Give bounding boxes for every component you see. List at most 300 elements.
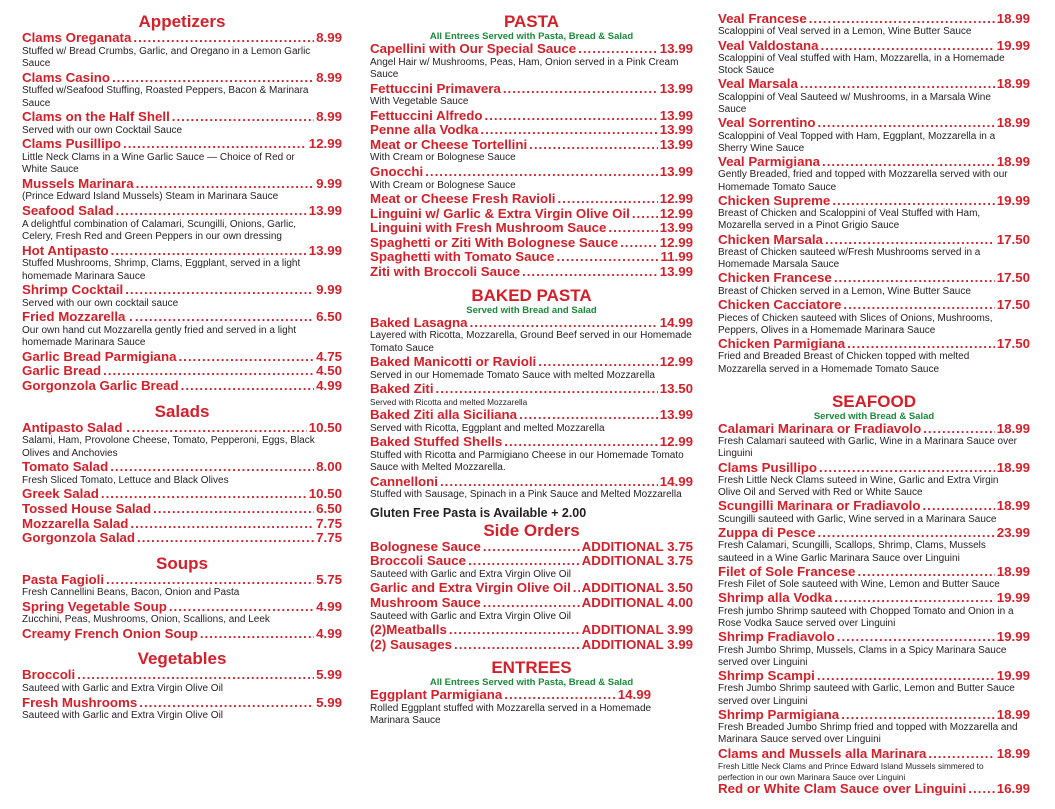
menu-item-name: Clams on the Half Shell (22, 109, 170, 125)
menu-item-price: ADDITIONAL 3.75 (581, 538, 693, 554)
menu-item-name: Spaghetti or Ziti With Bolognese Sauce (370, 234, 619, 250)
menu-item (22, 71, 342, 111)
menu-item (22, 310, 342, 350)
menu-item-header (370, 265, 693, 280)
dot-leader (819, 461, 995, 475)
dot-leader (480, 123, 657, 138)
menu-item-header (22, 350, 342, 365)
dot-leader (137, 531, 314, 546)
menu-item-price: 6.50 (316, 500, 342, 516)
menu-item-header (718, 526, 1030, 540)
menu-item-price: 14.99 (617, 687, 651, 703)
menu-column-middle (370, 12, 693, 728)
menu-item-price: 13.99 (659, 41, 693, 56)
menu-item-header (370, 109, 693, 124)
menu-item-description: Stuffed with Sausage, Spinach in a Pink Sauce and Melted Mozzarella (370, 489, 682, 501)
dot-leader (172, 110, 314, 125)
menu-item (718, 669, 1030, 708)
menu-item (370, 355, 693, 382)
menu-item-description: Rolled Eggplant stuffed with Mozzarella served in a Homemade Marinara Sauce (370, 702, 652, 727)
menu-item-name: Baked Ziti alla Siciliana (370, 406, 518, 422)
menu-item-description: Fresh Little Neck Clams suteed in Wine, Garlic and Extra Virgin Olive Oil and Served with Red or White Sauce (718, 474, 999, 499)
menu-item-name: Greek Salad (22, 486, 99, 502)
menu-item (22, 350, 342, 365)
dot-leader (821, 39, 995, 53)
menu-item-header (22, 137, 342, 152)
dot-leader (843, 298, 994, 312)
menu-item-price: 9.99 (316, 175, 342, 191)
menu-item-header (370, 42, 693, 57)
section-note: Served with Bread and Salad (466, 304, 597, 316)
menu-item-header (22, 502, 342, 517)
menu-item-price: 19.99 (996, 668, 1030, 683)
menu-item (718, 630, 1030, 669)
menu-item (718, 77, 1030, 116)
menu-item-header (718, 337, 1030, 351)
section-title: Appetizers (138, 12, 226, 31)
menu-item-name: Gorgonzola Salad (22, 530, 136, 546)
menu-item-header (718, 499, 1030, 513)
menu-item-name: Veal Marsala (718, 76, 798, 92)
section-side-orders (370, 521, 693, 653)
menu-item (718, 116, 1030, 155)
menu-item-header (718, 271, 1030, 285)
menu-item-price: 12.99 (659, 434, 693, 449)
menu-item (22, 379, 342, 394)
menu-item-description: Scaloppini of Veal Sauteed w/ Mushrooms, in a Marsala Wine Sauce (718, 91, 991, 116)
menu-item-price: 18.99 (996, 76, 1030, 92)
dot-leader (169, 600, 314, 615)
menu-item-description: A delightful combination of Calamari, Scungilli, Onions, Garlic, Celery, Fresh Red and Green Peppers in our own dressing (22, 218, 297, 243)
menu-item (370, 638, 693, 653)
menu-item-price: 4.99 (316, 598, 342, 614)
menu-item-name: Zuppa di Pesce (718, 524, 816, 540)
menu-item-header (718, 782, 1030, 796)
gluten-free-note: Gluten Free Pasta is Available + 2.00 (370, 505, 587, 520)
menu-item-name: Broccoli Sauce (370, 553, 467, 569)
menu-item-name: Clams Pusillipo (22, 136, 122, 152)
menu-item-name: Scungilli Marinara or Fradiavolo (718, 498, 921, 514)
menu-item (370, 554, 693, 581)
menu-item (370, 581, 693, 596)
menu-item-price: 18.99 (996, 11, 1030, 26)
section-baked-pasta (370, 286, 693, 502)
menu-item-header (718, 461, 1030, 475)
menu-item-name: Clams and Mussels alla Marinara (718, 745, 927, 761)
dot-leader (485, 109, 658, 124)
menu-item-description: Pieces of Chicken sauteed with Slices of Onions, Mushrooms, Peppers, Olives in a Homemade Marinara Sauce (718, 312, 993, 336)
menu-column-right (718, 12, 1030, 797)
dot-leader (556, 250, 658, 265)
menu-item-description: (Prince Edward Island Mussels) Steam in Marinara Sauce (22, 191, 279, 203)
menu-item-header (22, 177, 342, 192)
menu-item-header (718, 591, 1030, 605)
menu-item-price: 17.50 (996, 231, 1030, 247)
dot-leader (573, 581, 580, 596)
menu-item-name: Garlic Bread Parmigiana (22, 348, 177, 364)
menu-item-header (718, 298, 1030, 312)
section-note: Served with Bread & Salad (813, 410, 935, 422)
dot-leader (200, 627, 314, 642)
section-seafood (718, 392, 1030, 797)
dot-leader (103, 364, 314, 379)
menu-item-price: 9.99 (316, 282, 342, 298)
menu-item-name: Linguini with Fresh Mushroom Sauce (370, 220, 607, 236)
dot-leader (818, 116, 995, 130)
menu-item-price: 7.75 (316, 530, 342, 546)
dot-leader (800, 77, 995, 91)
menu-item-header (718, 708, 1030, 722)
menu-item-name: Fettuccini Alfredo (370, 107, 483, 123)
menu-item-description: With Vegetable Sauce (370, 96, 469, 108)
menu-item-description: Gently Breaded, fried and topped with Mozzarella served with our Homemade Tomato Sauce (718, 169, 1008, 193)
menu-item-header (370, 596, 693, 611)
menu-item-header (22, 517, 342, 532)
menu-item (718, 337, 1030, 376)
menu-item-name: Red or White Clam Sauce over Linguini (718, 781, 967, 797)
menu-item (22, 460, 342, 487)
menu-item (22, 364, 342, 379)
section-vegetables (22, 649, 342, 722)
menu-item-name: Baked Ziti (370, 381, 434, 397)
dot-leader (130, 517, 314, 532)
menu-item-header (22, 379, 342, 394)
section-continued (718, 12, 1030, 376)
menu-item-header (370, 382, 693, 397)
menu-item-price: ADDITIONAL 3.50 (581, 580, 693, 596)
section-title: Side Orders (483, 520, 580, 540)
dot-leader (483, 540, 580, 555)
menu-item (22, 531, 342, 546)
section-title: Soups (156, 553, 208, 573)
menu-item-price: 18.99 (996, 459, 1030, 475)
section-title: Vegetables (137, 649, 227, 669)
menu-item (22, 137, 342, 177)
menu-item (22, 244, 342, 284)
menu-item-price: 13.99 (659, 136, 693, 152)
dot-leader (504, 688, 615, 703)
dot-leader (922, 499, 994, 513)
menu-item (718, 591, 1030, 630)
dot-leader (968, 782, 994, 796)
menu-item-price: 12.99 (659, 205, 693, 221)
menu-item-price: 11.99 (660, 249, 693, 265)
menu-item (370, 192, 693, 207)
menu-item-price: 13.99 (659, 163, 693, 179)
menu-item-name: Chicken Francese (718, 270, 832, 286)
menu-item-description: Stuffed with Ricotta and Parmigiano Cheese in our Homemade Tomato Sauce with Melted Mozzarella. (370, 449, 684, 474)
menu-item (718, 12, 1030, 39)
menu-item-name: Shrimp Parmigiana (718, 706, 840, 722)
menu-item-name: Shrimp Fradiavolo (718, 629, 835, 645)
menu-item-price: 12.99 (659, 234, 693, 250)
menu-item-name: Gorgonzola Garlic Bread (22, 378, 179, 394)
dot-leader (112, 71, 314, 86)
menu-item-name: Creamy French Onion Soup (22, 625, 198, 641)
menu-item-price: 4.75 (316, 348, 342, 364)
dot-leader (483, 596, 580, 611)
menu-item-name: Tomato Salad (22, 459, 109, 475)
menu-item-price: ADDITIONAL 3.75 (581, 553, 693, 569)
menu-item-header (718, 194, 1030, 208)
menu-item (370, 109, 693, 124)
menu-item-name: Veal Sorrentino (718, 115, 816, 131)
menu-item-description: Stuffed w/ Bread Crumbs, Garlic, and Oregano in a Lemon Garlic Sauce (22, 45, 311, 70)
menu-item-description: Breast of Chicken served in a Lemon, Wine Butter Sauce (718, 285, 971, 297)
menu-item-name: Filet of Sole Francese (718, 563, 856, 579)
menu-item-name: Meat or Cheese Fresh Ravioli (370, 191, 556, 207)
menu-item-header (22, 696, 342, 711)
dot-leader (77, 668, 314, 683)
section-title: ENTREES (491, 658, 572, 678)
menu-item-name: Clams Oreganata (22, 30, 132, 45)
section-appetizers (22, 12, 342, 394)
menu-item-name: Shrimp alla Vodka (718, 590, 833, 606)
menu-item-header (370, 475, 693, 490)
menu-item (718, 39, 1030, 78)
menu-item-price: 10.50 (308, 486, 342, 502)
menu-item-header (370, 82, 693, 97)
menu-item-header (718, 669, 1030, 683)
menu-item-price: 13.99 (659, 264, 693, 280)
menu-item-name: Veal Francese (718, 11, 807, 26)
menu-item-description: Scaloppini of Veal stuffed with Ham, Mozzarella, in a Homemade Stock Sauce (718, 53, 1005, 77)
menu-item-price: 18.99 (996, 745, 1030, 761)
menu-item-name: Capellini with Our Special Sauce (370, 41, 577, 56)
menu-item-price: 17.50 (996, 297, 1030, 313)
menu-item-name: Linguini w/ Garlic & Extra Virgin Olive Oil (370, 205, 630, 221)
menu-item-header (22, 487, 342, 502)
menu-item-name: Broccoli (22, 667, 76, 683)
menu-item-price: 4.50 (316, 363, 342, 379)
menu-item (370, 688, 693, 728)
menu-item (22, 600, 342, 627)
menu-item-header (718, 155, 1030, 169)
menu-item-header (22, 600, 342, 615)
dot-leader (470, 316, 658, 331)
menu-item-description: Breast of Chicken and Scaloppini of Veal Stuffed with Ham, Mozarella served in a Pinot Grigio Sauce (718, 208, 981, 232)
menu-item-header (370, 688, 651, 703)
dot-leader (425, 165, 658, 180)
dot-leader (832, 194, 994, 208)
menu-item-description: Stuffed Mushrooms, Shrimp, Clams, Eggplant, served in a light homemade Marinara Sauce (22, 258, 301, 282)
dot-leader (928, 747, 994, 761)
menu-item-price: 13.50 (659, 381, 693, 397)
dot-leader (834, 271, 995, 285)
menu-item-price: 6.50 (316, 309, 342, 325)
menu-item (370, 435, 693, 475)
menu-item-name: (2)Meatballs (370, 622, 447, 638)
menu-item-price: 18.99 (996, 115, 1030, 131)
menu-item-name: Mozzarella Salad (22, 515, 129, 531)
section-note: All Entrees Served with Pasta, Bread & Salad (429, 677, 634, 689)
menu-item-price: 13.99 (659, 107, 693, 123)
menu-item-price: 17.50 (996, 335, 1030, 351)
menu-item-header (370, 554, 693, 569)
dot-leader (841, 708, 995, 722)
section-soups (22, 554, 342, 642)
menu-item (22, 204, 342, 244)
dot-leader (620, 236, 658, 251)
menu-item (22, 517, 342, 532)
menu-item-header (22, 460, 342, 475)
dot-leader (825, 233, 995, 247)
menu-item-price: 13.99 (659, 122, 693, 138)
menu-item-header (718, 747, 1030, 761)
dot-leader (857, 565, 994, 579)
menu-item-header (718, 39, 1030, 53)
menu-item-description: Fresh Filet of Sole sauteed with Wine, Lemon and Butter Sauce (718, 579, 1000, 591)
menu-item-description: Little Neck Clams in a Wine Garlic Sauce — Choice of Red or White Sauce (22, 151, 295, 176)
section-entrees (370, 658, 693, 728)
dot-leader (632, 207, 658, 222)
menu-item-price: 19.99 (996, 629, 1030, 645)
menu-item-description: Fried and Breaded Breast of Chicken topped with melted Mozzarella served in a Homemade Tomato Sauce (718, 351, 970, 375)
menu-item-header (718, 422, 1030, 436)
dot-leader (468, 554, 580, 569)
menu-item-price: 13.99 (308, 202, 342, 218)
dot-leader (125, 283, 314, 298)
menu-item (22, 668, 342, 695)
menu-item-description: Fresh Jumbo Shrimp, Mussels, Clams in a Spicy Marinara Sauce served over Linguini (718, 644, 1007, 668)
menu-item-price: 8.00 (316, 459, 342, 475)
menu-item (22, 110, 342, 137)
menu-item-price: 13.99 (659, 406, 693, 422)
section-title: BAKED PASTA (471, 285, 592, 305)
menu-item-name: Chicken Cacciatore (718, 297, 842, 313)
menu-item-header (718, 565, 1030, 579)
dot-leader (503, 82, 658, 97)
menu-item-name: Bolognese Sauce (370, 538, 481, 554)
menu-item-description: Served with our own cocktail sauce (22, 297, 179, 309)
menu-item-name: Calamari Marinara or Fradiavolo (718, 420, 922, 436)
menu-item-name: Clams Casino (22, 69, 110, 85)
menu-item-price: 19.99 (996, 37, 1030, 53)
menu-item-description: Sauteed with Garlic and Extra Virgin Olive Oil (370, 568, 572, 580)
menu-item-header (22, 31, 342, 46)
dot-leader (133, 31, 314, 46)
dot-leader (519, 408, 658, 423)
menu-item-price: 4.99 (316, 378, 342, 394)
menu-item-description: Scaloppini of Veal served in a Lemon, Wine Butter Sauce (718, 26, 972, 38)
menu-item-price: 12.99 (659, 191, 693, 207)
menu-item (22, 283, 342, 310)
menu-item-description: Sauteed with Garlic and Extra Virgin Olive Oil (22, 683, 224, 695)
menu-item (22, 31, 342, 71)
menu-item-name: Baked Lasagna (370, 314, 468, 330)
dot-leader (136, 177, 315, 192)
menu-item (718, 782, 1030, 796)
menu-item (22, 177, 342, 204)
menu-item-header (22, 244, 342, 259)
menu-item-name: (2) Sausages (370, 636, 453, 652)
menu-item-price: 12.99 (308, 136, 342, 152)
section-title: SEAFOOD (831, 391, 917, 411)
menu-item-name: Garlic Bread (22, 363, 102, 379)
menu-item (370, 138, 693, 165)
menu-item-price: 18.99 (996, 420, 1030, 436)
dot-leader (557, 192, 657, 207)
menu-item-header (22, 364, 342, 379)
menu-item-header (370, 192, 693, 207)
menu-item-header (370, 355, 693, 370)
menu-item-description: Fresh Cannellini Beans, Bacon, Onion and Pasta (22, 587, 240, 599)
menu-item-description: With Cream or Bolognese Sauce (370, 152, 516, 164)
dot-leader (436, 382, 658, 397)
menu-item-header (718, 77, 1030, 91)
menu-item (370, 221, 693, 236)
menu-item-description: Salami, Ham, Provolone Cheese, Tomato, Pepperoni, Eggs, Black Olives and Anchovies (22, 435, 315, 459)
menu-item-header (370, 408, 693, 423)
menu-item-description: Served with our own Cocktail Sauce (22, 124, 183, 136)
menu-item-name: Chicken Marsala (718, 231, 823, 247)
dot-leader (608, 221, 657, 236)
menu-item-name: Fettuccini Primavera (370, 80, 501, 96)
dot-leader (135, 310, 314, 325)
dot-leader (106, 573, 314, 588)
menu-item-price: 5.99 (316, 667, 342, 683)
menu-item (718, 565, 1030, 592)
menu-item-name: Chicken Supreme (718, 192, 831, 208)
menu-item-price: 8.99 (316, 30, 342, 45)
menu-item-price: 18.99 (996, 154, 1030, 170)
section-note: All Entrees Served with Pasta, Bread & Salad (429, 31, 634, 42)
menu-item-name: Shrimp Cocktail (22, 282, 124, 298)
menu-item-price: 8.99 (316, 109, 342, 125)
dot-leader (139, 696, 314, 711)
dot-leader (132, 421, 307, 436)
menu-item-header (22, 110, 342, 125)
menu-item-header (370, 138, 693, 153)
menu-item-header (22, 573, 342, 588)
menu-item-header (370, 221, 693, 236)
dot-leader (529, 138, 658, 153)
menu-item-description: Breast of Chicken sauteed w/Fresh Mushrooms served in a Homemade Marsala Sauce (718, 247, 981, 271)
menu-item-header (718, 12, 1030, 26)
menu-item-price: 13.99 (659, 220, 693, 236)
menu-item-name: Pasta Fagioli (22, 571, 105, 587)
menu-item-name: Spaghetti with Tomato Sauce (370, 249, 555, 265)
menu-item-description: Layered with Ricotta, Mozzarella, Ground Beef served in our Homemade Tomato Sauce (370, 330, 692, 354)
menu-item-header (22, 71, 342, 86)
menu-item-price: 14.99 (659, 314, 693, 330)
menu-item-name: Chicken Parmigiana (718, 335, 846, 351)
menu-item-header (370, 236, 693, 251)
menu-item (22, 627, 342, 642)
dot-leader (181, 379, 314, 394)
menu-item (370, 382, 693, 408)
menu-item-name: Clams Pusillipo (718, 459, 818, 475)
menu-item-header (370, 250, 693, 265)
menu-item-name: Antipasto Salad . (22, 419, 130, 435)
menu-item-price: 7.75 (316, 515, 342, 531)
menu-item (370, 540, 693, 555)
menu-item-price: 4.99 (316, 625, 342, 641)
menu-item-header (22, 421, 342, 436)
menu-item-name: Ziti with Broccoli Sauce (370, 264, 520, 280)
section-title: Salads (154, 401, 210, 421)
menu-item-price: ADDITIONAL 3.99 (581, 636, 693, 652)
menu-item-price: 8.99 (316, 69, 342, 85)
menu-item-name: Cannelloni (370, 473, 438, 489)
menu-item-header (370, 638, 693, 653)
dot-leader (809, 12, 995, 26)
menu-item-description: Fresh jumbo Shrimp sauteed with Chopped Tomato and Onion in a Rose Vodka Sauce served over Linguini (718, 605, 1014, 629)
menu-item (718, 194, 1030, 233)
menu-item (718, 422, 1030, 461)
menu-item-header (370, 623, 693, 638)
menu-item (718, 271, 1030, 298)
